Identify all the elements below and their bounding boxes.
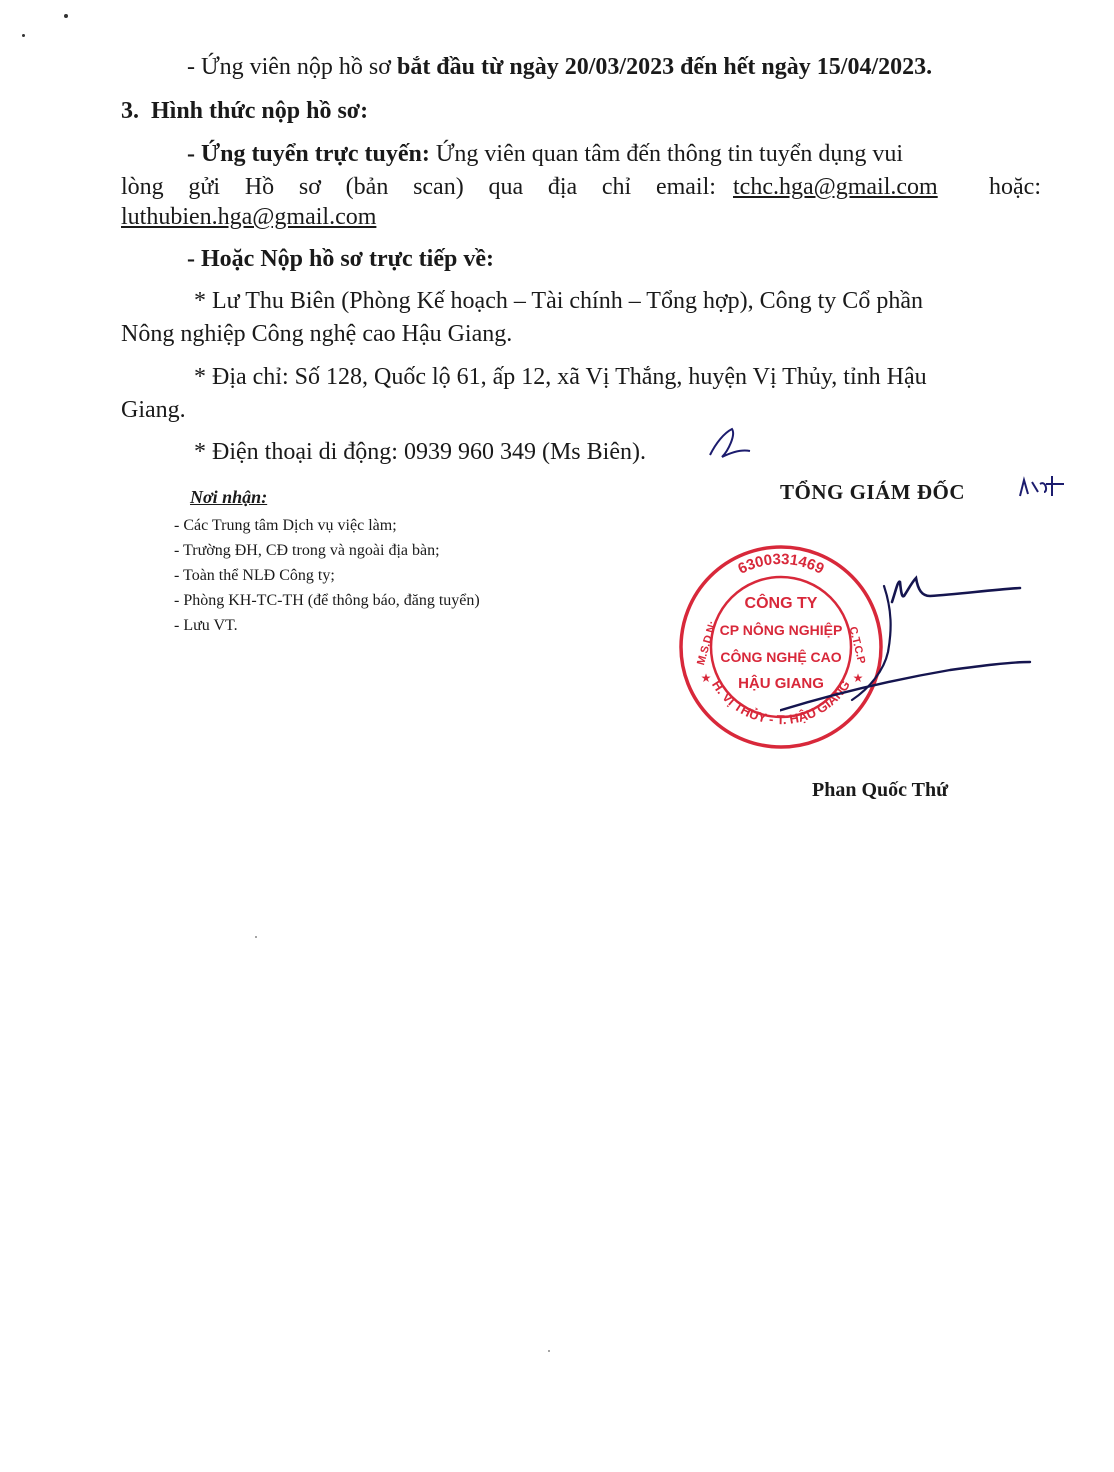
online-application-line xyxy=(187,139,903,169)
email-link-primary[interactable]: tchc.hga@gmail.com xyxy=(733,174,938,200)
direct-submission-label: - Hoặc Nộp hồ sơ trực tiếp về: xyxy=(187,246,494,272)
section-number: 3. xyxy=(121,98,139,124)
deadline-line xyxy=(187,52,932,82)
address-line-1: * Địa chỉ: Số 128, Quốc lộ 61, ấp 12, xã Vị Thắng, huyện Vị Thủy, tỉnh Hậu xyxy=(194,364,927,390)
or-word: hoặc: xyxy=(989,174,1041,200)
recipient-item: - Lưu VT. xyxy=(174,617,238,634)
signature-title: TỔNG GIÁM ĐỐC xyxy=(780,480,965,504)
svg-text:C.T.C.P: C.T.C.P xyxy=(846,625,868,666)
svg-text:CÔNG NGHỆ CAO: CÔNG NGHỆ CAO xyxy=(720,649,842,665)
contact-person-line-2: Nông nghiệp Công nghệ cao Hậu Giang. xyxy=(121,321,513,347)
online-line2-word: chỉ xyxy=(601,174,632,200)
svg-text:M.S.D.N:: M.S.D.N: xyxy=(695,619,720,667)
deadline-prefix: - Ứng viên nộp hồ sơ xyxy=(187,54,397,80)
online-line2-word: gửi xyxy=(188,174,221,200)
scan-speck xyxy=(64,14,68,18)
title-initial-scribble xyxy=(1016,470,1076,504)
initials-scribble xyxy=(706,425,756,465)
svg-text:★: ★ xyxy=(700,671,712,685)
svg-text:6300331469: 6300331469 xyxy=(735,550,827,578)
scan-speck xyxy=(548,1350,550,1352)
recipient-item: - Phòng KH-TC-TH (để thông báo, đăng tuyển) xyxy=(174,592,480,609)
online-line2-word: scan) xyxy=(413,174,464,200)
online-line2-word: Hồ xyxy=(244,174,275,200)
address-line-2: Giang. xyxy=(121,397,186,423)
online-label: - Ứng tuyển trực tuyến: xyxy=(187,141,430,167)
contact-person-line-1: * Lư Thu Biên (Phòng Kế hoạch – Tài chính – Tổng hợp), Công ty Cổ phần xyxy=(194,288,923,314)
online-line-2 xyxy=(121,172,1041,202)
online-line2-word: email: xyxy=(655,174,716,200)
recipient-item: - Các Trung tâm Dịch vụ việc làm; xyxy=(174,517,397,534)
email-link-secondary[interactable]: luthubien.hga@gmail.com xyxy=(121,204,377,230)
phone-line: * Điện thoại di động: 0939 960 349 (Ms Biên). xyxy=(194,439,646,465)
svg-text:★: ★ xyxy=(852,671,864,685)
online-line2-word: địa xyxy=(547,174,578,200)
recipients-heading: Nơi nhận: xyxy=(190,487,268,507)
deadline-dates: bắt đầu từ ngày 20/03/2023 đến hết ngày 15/04/2023. xyxy=(396,54,933,80)
svg-text:CÔNG TY: CÔNG TY xyxy=(744,595,818,612)
section-title: Hình thức nộp hồ sơ: xyxy=(151,98,369,124)
handwritten-signature xyxy=(780,560,1040,760)
recipient-item: - Trường ĐH, CĐ trong và ngoài địa bàn; xyxy=(174,542,440,559)
signer-name: Phan Quốc Thứ xyxy=(812,779,949,801)
scan-speck xyxy=(255,936,257,938)
online-line2-word: sơ xyxy=(298,174,321,200)
svg-text:CP NÔNG NGHIỆP: CP NÔNG NGHIỆP xyxy=(719,622,843,638)
recipient-item: - Toàn thể NLĐ Công ty; xyxy=(174,567,335,584)
svg-text:H. VỊ THỦY - T. HẬU GIANG: H. VỊ THỦY - T. HẬU GIANG xyxy=(709,677,853,728)
section-3-heading xyxy=(121,96,368,126)
online-line2-word: (bản xyxy=(345,174,389,200)
online-text: Ứng viên quan tâm đến thông tin tuyển dụng vui xyxy=(429,141,904,167)
online-line2-word: qua xyxy=(488,174,524,200)
scan-speck xyxy=(22,34,25,37)
online-line2-word: lòng xyxy=(121,174,164,200)
svg-text:HẬU GIANG: HẬU GIANG xyxy=(738,675,824,692)
